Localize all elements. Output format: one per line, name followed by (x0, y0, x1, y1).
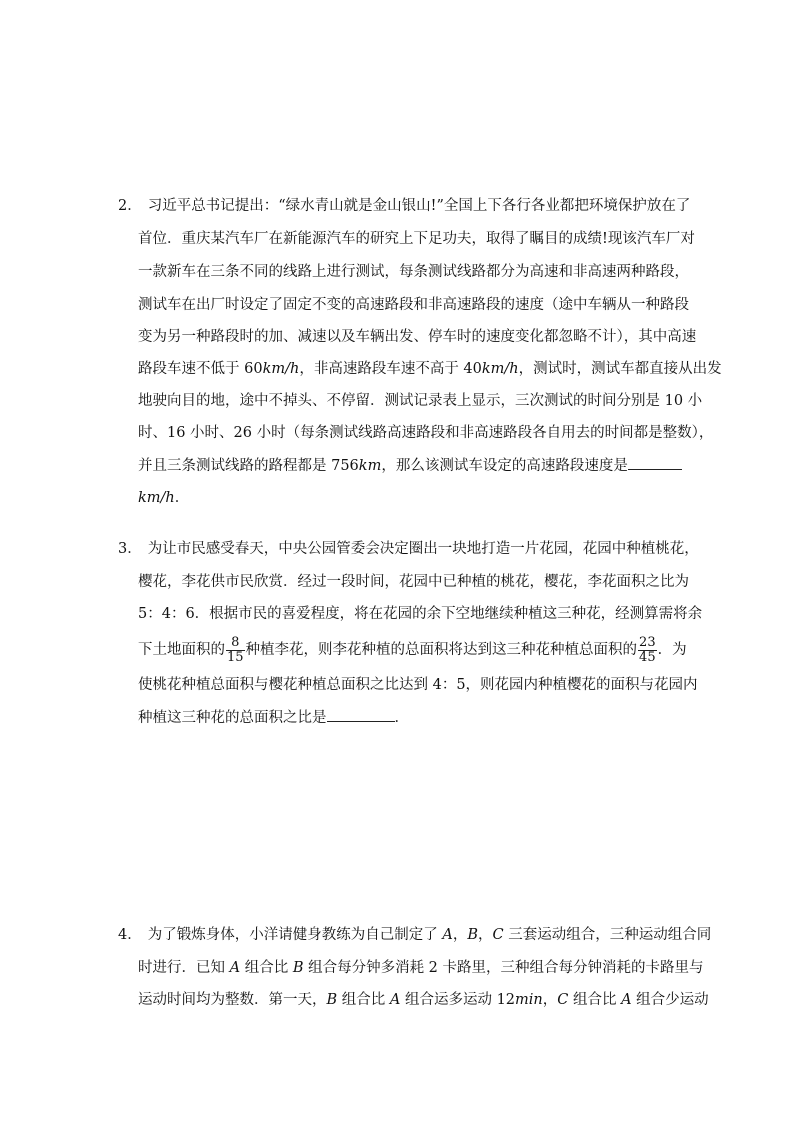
problem-3-line-2: 樱花，李花供市民欣赏．经过一段时间，花园中已种植的桃花，樱花，李花面积之比为 (138, 574, 689, 590)
text: 种植李花，则李花种植的总面积将达到这三种花种植总面积的 (245, 642, 638, 658)
unit: min (515, 992, 543, 1008)
problem-2-line-10 (138, 488, 189, 508)
unit: km (358, 458, 382, 474)
text: 组合少运动 (631, 992, 709, 1008)
problem-number: 2． (118, 198, 142, 214)
problem-3-line-6 (138, 707, 409, 728)
numerator: 23 (639, 634, 656, 650)
unit: km/h (262, 361, 300, 377)
problem-4-line-2 (138, 958, 704, 978)
var-a: A (229, 960, 241, 976)
problem-number: 3． (118, 541, 142, 557)
problem-2-line-7: 地驶向目的地，途中不掉头、不停留．测试记录表上显示，三次测试的时间分别是 10 小 (138, 393, 703, 409)
text: 为了锻炼身体，小洋请健身教练为自己制定了 (147, 927, 443, 943)
unit: km/h (481, 361, 519, 377)
text: ，那么该测试车设定的高速路段速度是 (381, 458, 628, 474)
problem-text: 为让市民感受春天，中央公园管委会决定圈出一块地打造一片花园，花园中种植桃花， (147, 541, 699, 557)
text: ． (174, 490, 190, 506)
problem-number: 4． (118, 927, 142, 943)
text: 三套运动组合，三种运动组合同 (503, 927, 712, 943)
problem-2-line-6 (138, 359, 722, 379)
text: ， (542, 992, 558, 1008)
problem-3-line-5: 使桃花种植总面积与樱花种植总面积之比达到 4：5，则花园内种植樱花的面积与花园内 (138, 677, 698, 693)
var-c: C (492, 927, 504, 943)
problem-2-line-4: 测试车在出厂时设定了固定不变的高速路段和非高速路段的速度（途中车辆从一种路段 (138, 297, 689, 313)
problem-2-line-8: 时、16 小时、26 小时（每条测试线路高速路段和非高速路段各自用去的时间都是整数）， (138, 425, 714, 441)
problem-3-line-1 (118, 539, 699, 559)
text: 并且三条测试线路的路程都是 756 (138, 458, 359, 474)
problem-2-line-9 (138, 455, 682, 476)
var-a: A (442, 927, 453, 943)
text: 组合比 (568, 992, 622, 1008)
text: 路段车速不低于 60 (138, 361, 263, 377)
problem-3-line-4 (138, 633, 687, 667)
var-b: B (292, 960, 304, 976)
var-a: A (389, 992, 401, 1008)
var-a: A (621, 992, 632, 1008)
unit: km/h (138, 490, 175, 506)
problem-4-line-3 (138, 990, 709, 1010)
numerator: 8 (231, 634, 240, 650)
text: 组合每分钟多消耗 2 卡路里，三种组合每分钟消耗的卡路里与 (303, 960, 704, 976)
text: ，非高速路段车速不高于 40 (299, 361, 482, 377)
var-b: B (467, 927, 478, 943)
problem-4-line-1 (118, 925, 711, 945)
text: 时进行．已知 (138, 960, 230, 976)
var-b: B (326, 992, 338, 1008)
problem-2-line-5: 变为另一种路段时的加、减速以及车辆出发、停车时的速度变化都忽略不计），其中高速 (138, 329, 697, 345)
denominator: 45 (639, 649, 656, 665)
answer-blank[interactable] (327, 707, 395, 722)
text: 组合运多运动 12 (400, 992, 516, 1008)
text: ，测试时，测试车都直接从出发 (518, 361, 722, 377)
text: 种植这三种花的总面积之比是 (138, 710, 327, 726)
problem-text: 习近平总书记提出：“绿水青山就是金山银山!”全国上下各行各业都把环境保护放在了 (147, 198, 691, 214)
var-c: C (557, 992, 569, 1008)
text: 运动时间均为整数．第一天， (138, 992, 327, 1008)
denominator: 15 (227, 649, 244, 665)
problem-3-line-3: 5：4：6．根据市民的喜爱程度，将在花园的余下空地继续种植这三种花，经测算需将余 (138, 606, 703, 622)
fraction-23-45 (638, 636, 657, 665)
answer-blank[interactable] (628, 455, 682, 470)
problem-2-line-3: 一款新车在三条不同的线路上进行测试，每条测试线路都分为高速和非高速两种路段， (138, 264, 689, 280)
fraction-8-15 (226, 636, 245, 665)
text: 组合比 (240, 960, 293, 976)
text: 组合比 (337, 992, 390, 1008)
text: ．为 (657, 642, 687, 658)
text: ， (452, 927, 468, 943)
text: ， (477, 927, 493, 943)
text: 下土地面积的 (138, 642, 225, 658)
problem-2-line-1 (118, 196, 690, 216)
text: ． (394, 710, 409, 726)
problem-2-line-2: 首位．重庆某汽车厂在新能源汽车的研究上下足功夫，取得了瞩目的成绩!现该汽车厂对 (138, 231, 695, 247)
